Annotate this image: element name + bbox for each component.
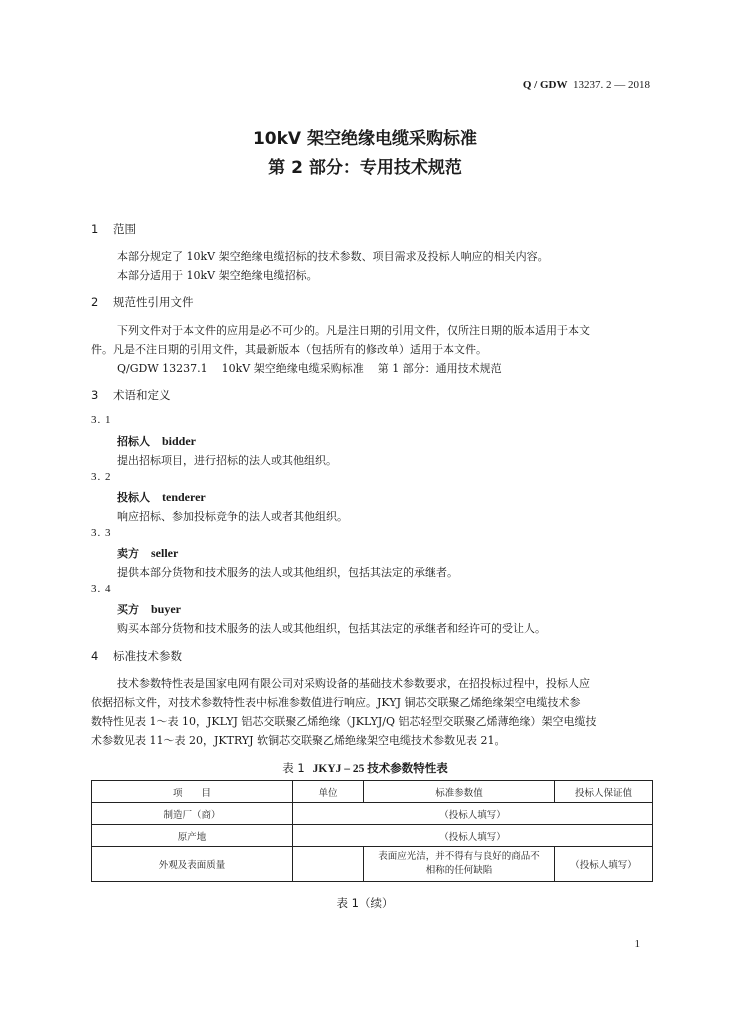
column-header: 单位 [293,781,364,803]
section-number: 3 [91,388,99,402]
term-number: 3. 4 [91,583,112,595]
table-cell: （投标人填写） [293,803,653,825]
page-number: 1 [634,938,640,950]
title-line-1: 10kV 架空绝缘电缆采购标准 [252,129,478,149]
section-2-para-line-1: 下列文件对于本文件的应用是必不可少的。凡是注日期的引用文件，仅所注日期的版本适用于本文 [117,324,590,337]
term-heading [117,433,196,449]
term-zh: 招标人 [117,435,150,448]
column-header: 标准参数值 [364,781,555,803]
table-cell [364,847,555,882]
table-continued-caption: 表 1（续） [336,896,394,910]
term-en: seller [151,546,179,560]
section-1-para-2: 本部分适用于 10kV 架空绝缘电缆招标。 [117,269,318,282]
table-cell: 制造厂（商） [92,803,293,825]
technical-parameter-table [91,780,653,882]
section-number: 4 [91,649,99,663]
section-4-para-line-1: 技术参数特性表是国家电网有限公司对采购设备的基础技术参数要求，在招投标过程中，投标人应 [117,677,590,690]
term-number: 3. 1 [91,414,112,426]
title-line-2: 第 2 部分：专用技术规范 [268,158,462,178]
table-row [92,803,653,825]
caption-title: JKYJ – 25 技术参数特性表 [312,763,448,775]
table-cell: （投标人填写） [293,825,653,847]
term-en: buyer [151,602,181,616]
section-1-heading [91,221,136,237]
term-zh: 投标人 [117,491,150,504]
column-header: 项 目 [92,781,293,803]
section-4-para-line-4: 术参数见表 11～表 20，JKTRYJ 软铜芯交联聚乙烯绝缘架空电缆技术参数见表 21。 [91,734,506,747]
table-row [92,847,653,882]
section-title: 范围 [113,222,136,236]
cell-line: 相称的任何缺陷 [425,865,493,876]
term-definition: 购买本部分货物和技术服务的法人或其他组织，包括其法定的承继者和经许可的受让人。 [117,622,546,635]
column-header: 投标人保证值 [555,781,653,803]
term-definition: 提供本部分货物和技术服务的法人或其他组织，包括其法定的承继者。 [117,566,458,579]
normative-reference: Q/GDW 13237.1 10kV 架空绝缘电缆采购标准 第 1 部分：通用技术规范 [117,362,502,375]
section-4-heading [91,648,182,664]
section-2-heading [91,294,194,310]
section-title: 标准技术参数 [113,649,182,663]
section-2-para-line-2: 件。凡是不注日期的引用文件，其最新版本（包括所有的修改单）适用于本文件。 [91,343,487,356]
section-number: 2 [91,295,99,309]
document-number [523,79,650,91]
cell-line: 表面应光洁，并不得有与良好的商品不 [378,851,540,862]
term-number: 3. 3 [91,527,112,539]
term-heading [117,489,206,505]
table-cell: （投标人填写） [555,847,653,882]
section-3-heading [91,387,171,403]
table-1-caption [0,760,730,776]
table-header-row [92,781,653,803]
term-en: bidder [162,434,197,448]
section-title: 规范性引用文件 [113,295,194,309]
term-en: tenderer [162,490,206,504]
section-4-para-line-3: 数特性见表 1～表 10，JKLYJ 铝芯交联聚乙烯绝缘（JKLYJ/Q 铝芯轻型交联聚乙烯薄绝缘）架空电缆技 [91,715,597,728]
term-number: 3. 2 [91,471,112,483]
term-definition: 提出招标项目，进行招标的法人或其他组织。 [117,454,337,467]
doc-prefix: Q / GDW [522,79,568,91]
term-zh: 卖方 [117,547,139,560]
term-heading [117,601,181,617]
section-1-para-1: 本部分规定了 10kV 架空绝缘电缆招标的技术参数、项目需求及投标人响应的相关内容。 [117,250,549,263]
caption-prefix: 表 1 [282,761,305,775]
section-title: 术语和定义 [113,388,171,402]
table-cell [293,847,364,882]
table-cell: 外观及表面质量 [92,847,293,882]
term-heading [117,545,178,561]
term-definition: 响应招标、参加投标竞争的法人或者其他组织。 [117,510,348,523]
section-number: 1 [91,222,99,236]
term-zh: 买方 [117,603,139,616]
table-row [92,825,653,847]
section-4-para-line-2: 依据招标文件，对技术参数特性表中标准参数值进行响应。JKYJ 铜芯交联聚乙烯绝缘架空电缆技术参 [91,696,581,709]
table-cell: 原产地 [92,825,293,847]
doc-code: 13237. 2 — 2018 [573,79,650,91]
